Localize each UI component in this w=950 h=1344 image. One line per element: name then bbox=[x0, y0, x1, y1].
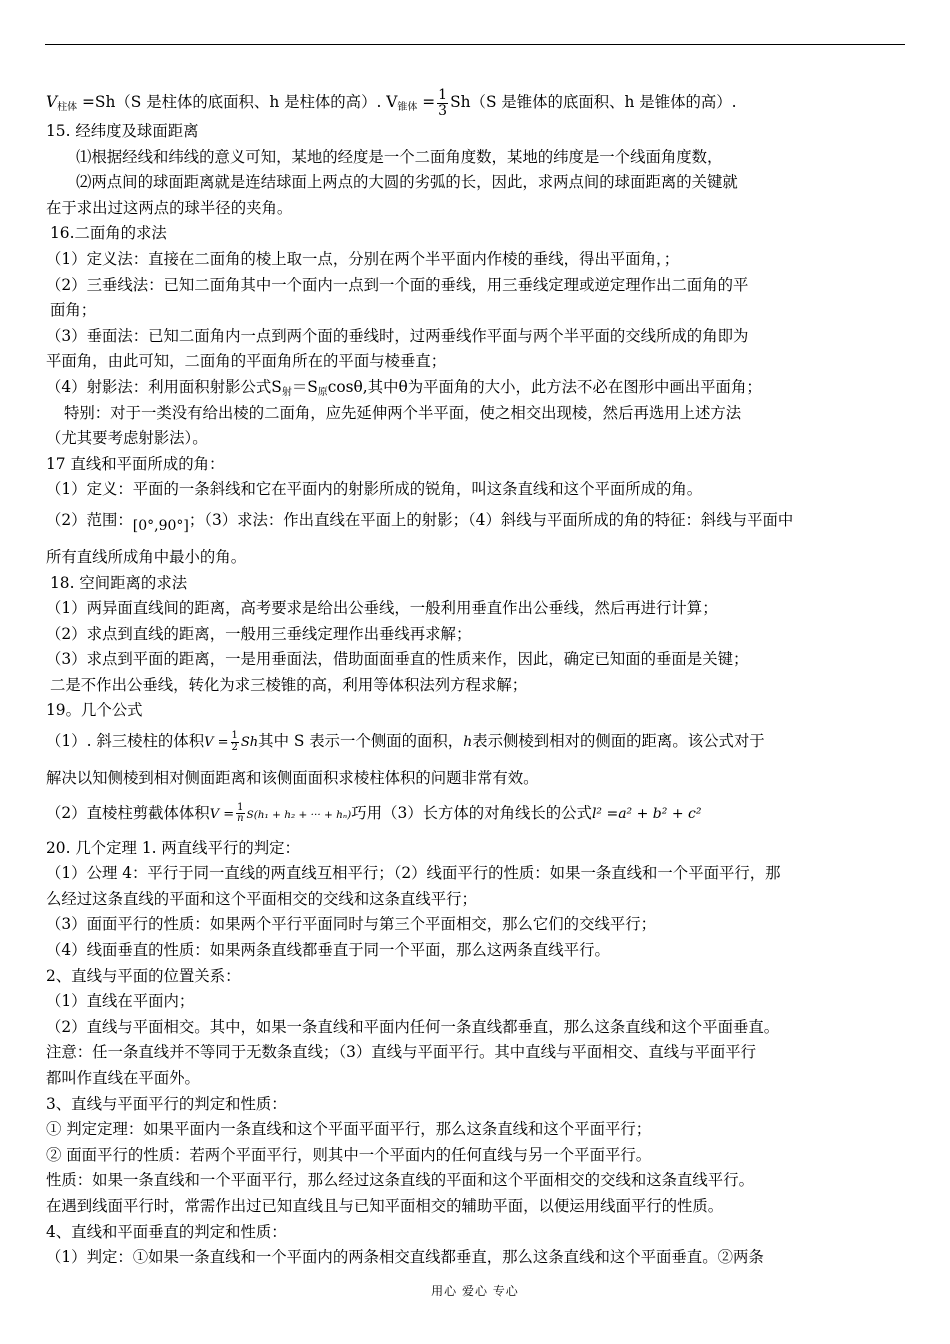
range-interval: [0°,90°] bbox=[132, 517, 189, 534]
section-heading: 16.二面角的求法 bbox=[50, 224, 167, 243]
paragraph-line: ② 面面平行的性质：若两个平面平行，则其中一个平面内的任何直线与另一个平面平行。 bbox=[46, 1145, 652, 1164]
paragraph-line: 面角； bbox=[50, 301, 97, 320]
paragraph-line: （2）直线与平面相交。其中，如果一条直线和平面内任何一条直线都垂直，那么这条直线和这个平面垂直。 bbox=[46, 1017, 780, 1036]
paragraph-line: （1）定义法：直接在二面角的棱上取一点，分别在两个半平面内作棱的垂线，得出平面角，； bbox=[46, 249, 680, 268]
section-heading: 15. 经纬度及球面距离 bbox=[46, 122, 199, 140]
paragraph-line: （3）垂面法：已知二面角内一点到两个面的垂线时，过两垂线作平面与两个半平面的交线所成的角即为 bbox=[46, 326, 749, 345]
section-heading: 17 直线和平面所成的角： bbox=[46, 454, 225, 473]
paragraph-line: （4）线面垂直的性质：如果两条直线都垂直于同一个平面，那么这两条直线平行。 bbox=[46, 941, 610, 960]
paragraph-line: 么经过这条直线的平面和这个平面相交的交线和这条直线平行； bbox=[46, 889, 477, 908]
formula-sub: 柱体 bbox=[57, 102, 78, 113]
paragraph-line: 性质：如果一条直线和一个平面平行，那么经过这条直线的平面和这个平面相交的交线和这条直线平行。 bbox=[46, 1171, 754, 1190]
paragraph-line: （尤其要考虑射影法）。 bbox=[46, 429, 208, 448]
section-heading: 4、直线和平面垂直的判定和性质： bbox=[46, 1222, 287, 1241]
section-heading: 19。几个公式 bbox=[46, 701, 143, 720]
fraction: $\frac{1}{2}$ bbox=[231, 730, 238, 753]
fraction: $\frac{1}{3}$ bbox=[438, 86, 448, 119]
paragraph-line: （1）两异面直线间的距离，高考要求是给出公垂线，一般利用垂直作出公垂线，然后再进行计算； bbox=[46, 599, 718, 618]
paragraph-line: （2）求点到直线的距离，一般用三垂线定理作出垂线再求解； bbox=[46, 624, 472, 643]
paragraph-line: 平面角，由此可知，二面角的平面角所在的平面与棱垂直； bbox=[46, 352, 447, 371]
formula-text: Sh（S 是锥体的底面积、h 是锥体的高）. bbox=[450, 93, 737, 111]
section-heading: 3、直线与平面平行的判定和性质： bbox=[46, 1094, 287, 1113]
paragraph-line: （1）. 斜三棱柱的体积V = $\frac{1}{2}$ Sh其中 S 表示一个侧面的面积，h表示侧棱到相对的侧面的距离。该公式对于 bbox=[46, 730, 765, 753]
paragraph-line: （2）范围：[0°,90°]；（3）求法：作出直线在平面上的射影；（4）斜线与平面所成的角的特征：斜线与平面中 bbox=[46, 510, 794, 534]
paragraph-line: 二是不作出公垂线，转化为求三棱锥的高，利用等体积法列方程求解； bbox=[50, 675, 528, 694]
document-body bbox=[46, 85, 908, 1271]
paragraph-line: 特别：对于一类没有给出棱的二面角，应先延伸两个半平面，使之相交出现棱，然后再选用上述方法 bbox=[64, 403, 742, 422]
paragraph-line: （2）三垂线法：已知二面角其中一个面内一点到一个面的垂线，用三垂线定理或逆定理作出二面角的平 bbox=[46, 275, 749, 294]
section-heading: 18. 空间距离的求法 bbox=[50, 573, 188, 592]
paragraph-line: （4）射影法：利用面积射影公式$S_射=S_原\cos\theta$,其中θ为平面角的大小，此方法不必在图形中画出平面角； bbox=[46, 377, 762, 398]
formula-sub: 锥体 bbox=[397, 102, 418, 113]
paragraph-line: 所有直线所成角中最小的角。 bbox=[46, 547, 247, 566]
formula-text: =Sh（S 是柱体的底面积、h 是柱体的高）. V bbox=[77, 93, 398, 111]
paragraph-line: ⑴根据经线和纬线的意义可知，某地的经度是一个二面角度数，某地的纬度是一个线面角度数， bbox=[76, 147, 723, 166]
section-heading: 2、直线与平面的位置关系： bbox=[46, 966, 241, 985]
paragraph-line: （2）直棱柱剪截体体积V = $\frac{1}{n}$ S(h₁ + h₂ + ··· + hₙ)巧用（3）长方体的对角线长的公式l² =a² + b² + c² bbox=[46, 801, 702, 825]
page-footer: 用心 爱心 专心 bbox=[431, 1284, 519, 1298]
paragraph-line: 解决以知侧棱到相对侧面距离和该侧面面积求棱柱体积的问题非常有效。 bbox=[46, 769, 539, 788]
fraction: $\frac{1}{n}$ bbox=[237, 801, 244, 825]
paragraph-line: （1）公理 4：平行于同一直线的两直线互相平行；（2）线面平行的性质：如果一条直线和一个平面平行，那 bbox=[46, 864, 781, 883]
paragraph-line: 注意：任一条直线并不等同于无数条直线；（3）直线与平面平行。其中直线与平面相交、直线与平面平行 bbox=[46, 1043, 757, 1062]
paragraph-line: （1）判定：①如果一条直线和一个平面内的两条相交直线都垂直，那么这条直线和这个平面垂直。②两条 bbox=[46, 1248, 764, 1267]
section-heading: 20. 几个定理 1. 两直线平行的判定： bbox=[46, 838, 300, 857]
paragraph-line: （3）面面平行的性质：如果两个平行平面同时与第三个平面相交，那么它们的交线平行； bbox=[46, 915, 657, 934]
formula-text: = bbox=[417, 93, 436, 111]
paragraph-line: ① 判定定理：如果平面内一条直线和这个平面平面平行，那么这条直线和这个平面平行； bbox=[46, 1120, 652, 1139]
paragraph-line: 都叫作直线在平面外。 bbox=[46, 1069, 200, 1087]
volume-formula-line bbox=[46, 85, 908, 119]
paragraph-line: （3）求点到平面的距离，一是用垂面法，借助面面垂直的性质来作，因此，确定已知面的垂面是关键； bbox=[46, 650, 749, 669]
paragraph-line: 在于求出过这两点的球半径的夹角。 bbox=[46, 198, 293, 217]
formula-var: V bbox=[46, 93, 58, 111]
paragraph-line: ⑵两点间的球面距离就是连结球面上两点的大圆的劣弧的长，因此，求两点间的球面距离的关键就 bbox=[76, 173, 738, 192]
paragraph-line: （1）直线在平面内； bbox=[46, 992, 195, 1011]
paragraph-line: 在遇到线面平行时，常需作出过已知直线且与已知平面相交的辅助平面，以便运用线面平行的性质。 bbox=[46, 1196, 724, 1215]
header-rule bbox=[45, 44, 905, 45]
paragraph-line: （1）定义：平面的一条斜线和它在平面内的射影所成的锐角，叫这条直线和这个平面所成的角。 bbox=[46, 480, 703, 499]
